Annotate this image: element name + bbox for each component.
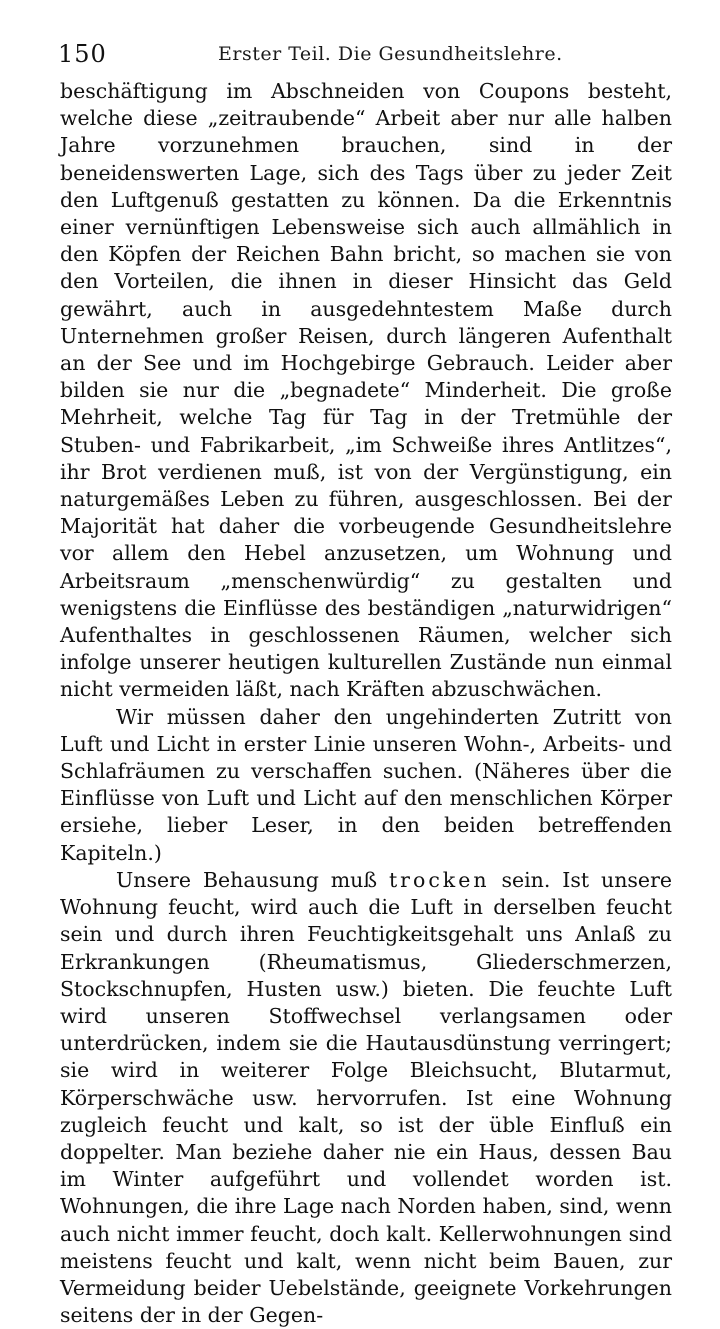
paragraph-continued: beschäftigung im Abschneiden von Coupons besteht, welche diese „zeitraubende“ Arbeit aber nur alle halben Jahre vorzunehmen brauchen, sind in der beneidenswerten Lage, sich des Tags über zu jeder Zeit den Luftgenuß gestatten zu können. Da die Erkenntnis einer vernünftigen Lebensweise sich auch allmählich in den Köpfen der Reichen Bahn bricht, so machen sie von den Vorteilen, die ihnen in dieser Hinsicht das Geld gewährt, auch in ausgedehntestem Maße durch Unternehmen großer Reisen, durch längeren Aufenthalt an der See und im Hochgebirge Gebrauch. Leider aber bilden sie nur die „begnadete“ Minderheit. Die große Mehrheit, welche Tag für Tag in der Tretmühle der Stuben- und Fabrikarbeit, „im Schweiße ihres Antlitzes“, ihr Brot verdienen muß, ist von der Vergünstigung, ein naturgemäßes Leben zu führen, ausgeschlossen. Bei der Majorität hat daher die vorbeugende Gesundheitslehre vor allem den Hebel anzusetzen, um Wohnung und Arbeitsraum „menschenwürdig“ zu gestalten und wenigstens die Einflüsse des beständigen „naturwidrigen“ Aufenthaltes in geschlossenen Räumen, welcher sich infolge unserer heutigen kulturellen Zustände nun einmal nicht vermeiden läßt, nach Kräften abzuschwächen.: [60, 79, 672, 702]
page-header: [58, 38, 678, 70]
paragraph-text-start: Unsere Behausung muß: [116, 867, 389, 892]
paragraph-text-rest: sein. Ist unsere Wohnung feucht, wird auch die Luft in derselben feucht sein und durch ihren Feuchtigkeitsgehalt uns Anlaß zu Erkrankungen (Rheumatismus, Gliederschmerzen, Stockschnupfen, Husten usw.) bieten. Die feuchte Luft wird unseren Stoffwechsel verlangsamen oder unterdrücken, indem sie die Hautausdünstung verringert; sie wird in weiterer Folge Bleichsucht, Blutarmut, Körperschwäche usw. hervorrufen. Ist eine Wohnung zugleich feucht und kalt, so ist der üble Einfluß ein doppelter. Man beziehe daher nie ein Haus, dessen Bau im Winter aufgeführt und vollendet worden ist. Wohnungen, die ihre Lage nach Norden haben, sind, wenn auch nicht immer feucht, doch kalt. Kellerwohnungen sind meistens feucht und kalt, wenn nicht beim Bauen, zur Vermeidung beider Uebelstände, geeignete Vorkehrungen seitens der in der Gegen-: [60, 867, 672, 1328]
body-text: [60, 78, 672, 1329]
emphasized-word: trocken: [388, 867, 490, 892]
paragraph-light-and-air: Wir müssen daher den ungehinderten Zutritt von Luft und Licht in erster Linie unseren Wohn-, Arbeits- und Schlafräumen zu verschaffen suchen. (Näheres über die Einflüsse von Luft und Licht auf den menschlichen Körper ersiehe, lieber Leser, in den beiden betreffenden Kapiteln.): [60, 704, 672, 865]
running-head: Erster Teil. Die Gesundheitslehre.: [218, 43, 563, 65]
page-number: 150: [58, 40, 107, 68]
paragraph-dry-dwelling: [60, 867, 672, 1329]
